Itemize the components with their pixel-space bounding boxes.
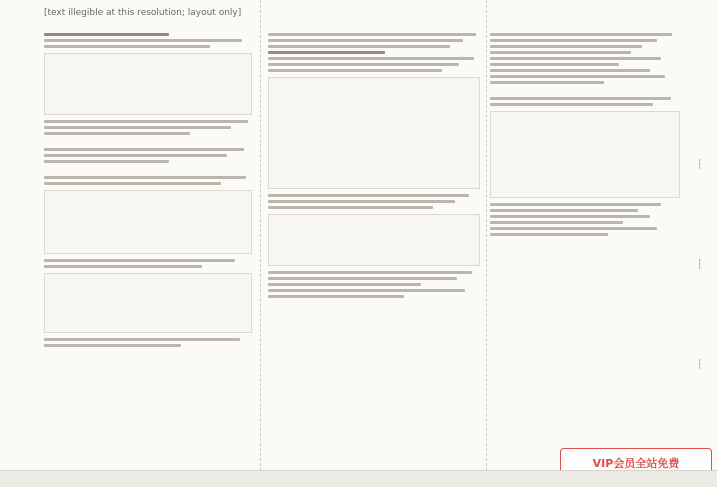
vip-watermark[interactable]: VIP会员全站免费 (560, 448, 712, 478)
binding-mark: ┆ (697, 260, 703, 270)
right-column (490, 30, 680, 239)
column-divider (486, 0, 487, 486)
viewer-toolbar (0, 470, 717, 487)
figure-27 (268, 214, 480, 266)
illegible-notice: [text illegible at this resolution; layout only] (44, 8, 242, 18)
binding-mark: ┆ (697, 360, 703, 370)
binding-mark: ┆ (697, 160, 703, 170)
figure-29 (490, 111, 680, 198)
figure-26 (268, 77, 480, 189)
left-column (44, 30, 252, 350)
middle-column (268, 30, 480, 301)
figure-20-22 (44, 190, 252, 254)
column-divider (260, 0, 261, 486)
figure-17-19 (44, 53, 252, 115)
figure-23-24 (44, 273, 252, 333)
